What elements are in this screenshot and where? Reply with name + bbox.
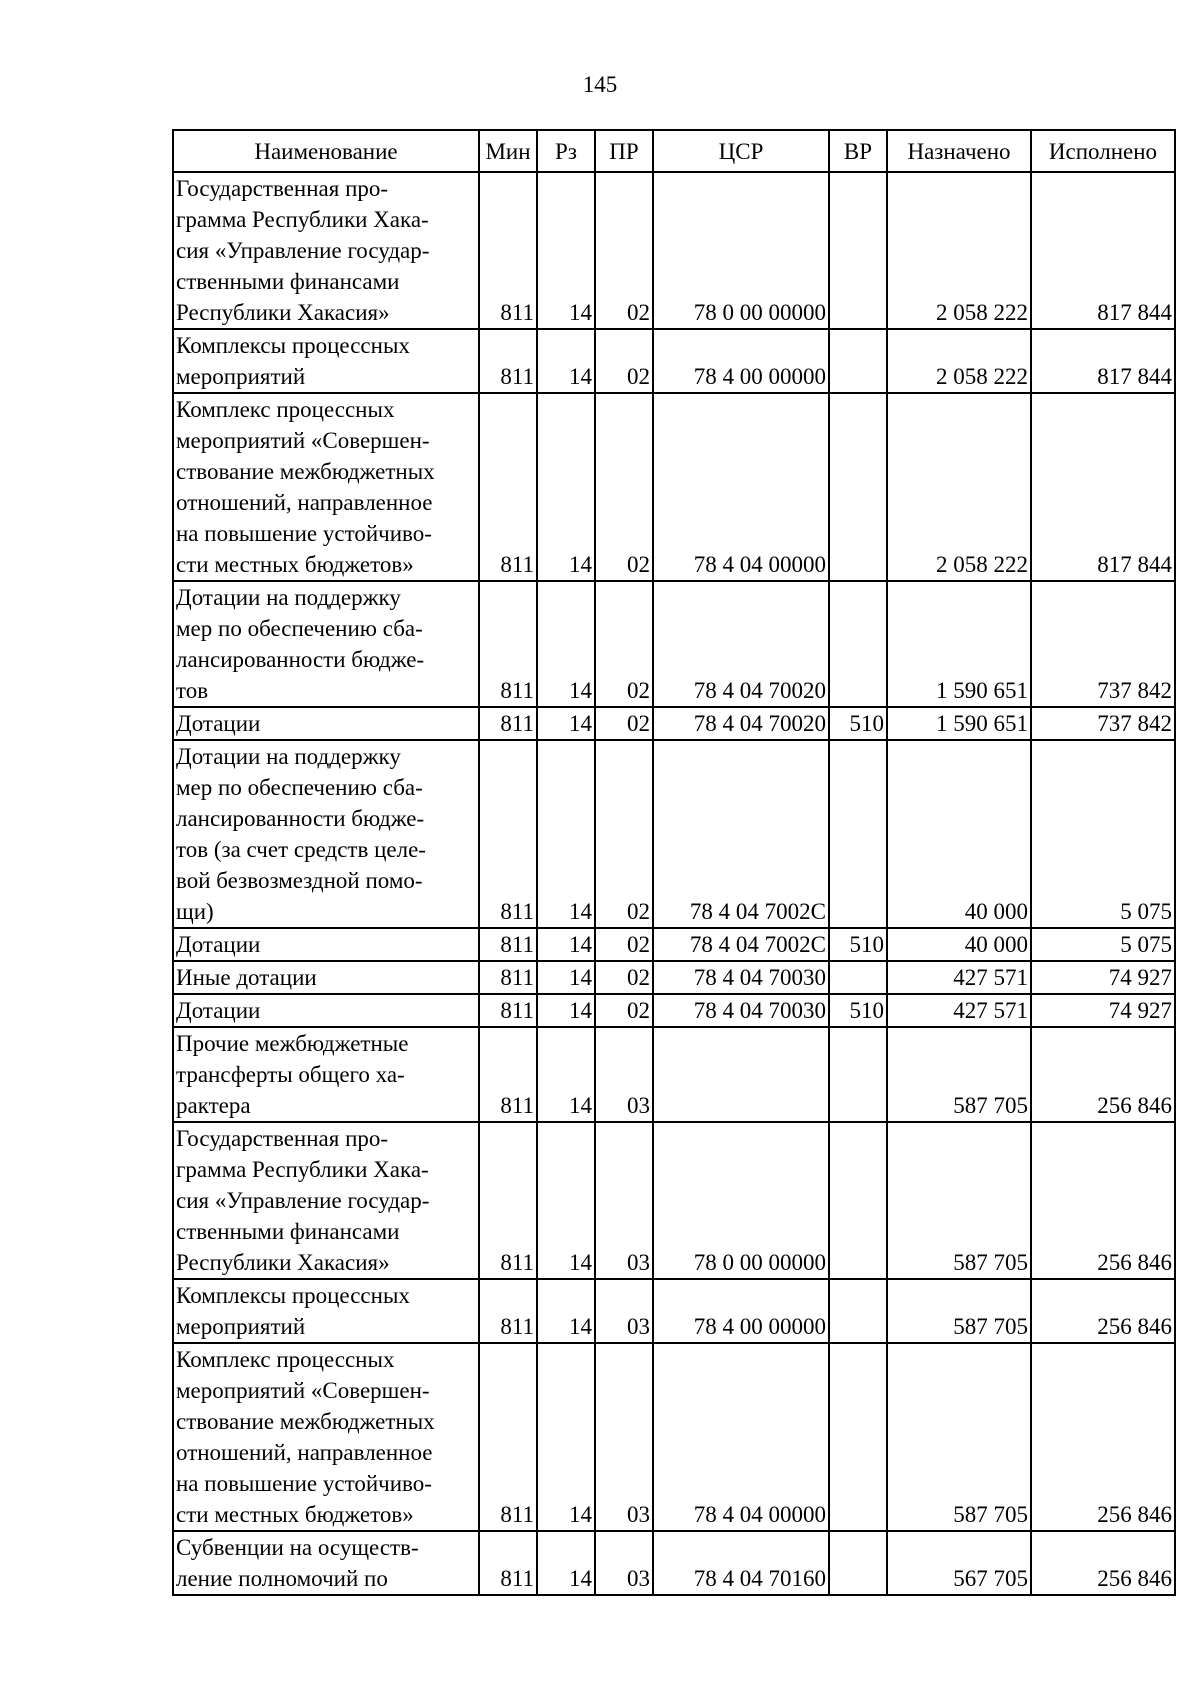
- table-row: [173, 1279, 1175, 1343]
- row-vr: 510: [829, 928, 887, 961]
- header-executed: Исполнено: [1031, 130, 1175, 172]
- row-pr: 03: [595, 1122, 653, 1279]
- row-vr: [829, 1531, 887, 1595]
- row-name: Дотации: [173, 707, 479, 740]
- row-assigned: 587 705: [887, 1122, 1031, 1279]
- table-row: [173, 740, 1175, 928]
- row-pr: 02: [595, 740, 653, 928]
- row-executed: 74 927: [1031, 961, 1175, 994]
- row-min: 811: [479, 740, 537, 928]
- row-pr: 02: [595, 581, 653, 707]
- table-header-row: [173, 130, 1175, 172]
- row-rz: 14: [537, 928, 595, 961]
- row-rz: 14: [537, 172, 595, 329]
- row-rz: 14: [537, 393, 595, 581]
- header-min: Мин: [479, 130, 537, 172]
- row-pr: 03: [595, 1531, 653, 1595]
- row-executed: 817 844: [1031, 172, 1175, 329]
- row-min: 811: [479, 994, 537, 1027]
- row-min: 811: [479, 928, 537, 961]
- row-csr: [653, 1027, 829, 1122]
- row-pr: 03: [595, 1343, 653, 1531]
- table-row: [173, 329, 1175, 393]
- row-pr: 02: [595, 928, 653, 961]
- row-csr: 78 0 00 00000: [653, 172, 829, 329]
- row-csr: 78 4 04 70020: [653, 707, 829, 740]
- row-rz: 14: [537, 1531, 595, 1595]
- page-number: 145: [582, 72, 618, 97]
- row-name: Государственная про- грамма Республики Хака- сия «Управление государ- ственными финансами Республики Хакасия»: [173, 1122, 479, 1279]
- row-vr: [829, 1122, 887, 1279]
- row-executed: 256 846: [1031, 1343, 1175, 1531]
- row-min: 811: [479, 172, 537, 329]
- row-executed: 5 075: [1031, 928, 1175, 961]
- table-row: [173, 1531, 1175, 1595]
- row-csr: 78 4 00 00000: [653, 329, 829, 393]
- row-csr: 78 4 04 7002C: [653, 740, 829, 928]
- row-csr: 78 4 04 00000: [653, 1343, 829, 1531]
- row-pr: 02: [595, 172, 653, 329]
- row-min: 811: [479, 1279, 537, 1343]
- table-body: [173, 172, 1175, 1595]
- row-pr: 02: [595, 994, 653, 1027]
- row-csr: 78 0 00 00000: [653, 1122, 829, 1279]
- row-min: 811: [479, 961, 537, 994]
- row-vr: [829, 172, 887, 329]
- row-name: Комплексы процессных мероприятий: [173, 329, 479, 393]
- row-vr: [829, 393, 887, 581]
- header-pr: ПР: [595, 130, 653, 172]
- row-csr: 78 4 04 00000: [653, 393, 829, 581]
- row-executed: 737 842: [1031, 581, 1175, 707]
- row-min: 811: [479, 1027, 537, 1122]
- row-vr: [829, 1027, 887, 1122]
- row-rz: 14: [537, 581, 595, 707]
- row-vr: [829, 740, 887, 928]
- row-executed: 256 846: [1031, 1122, 1175, 1279]
- row-csr: 78 4 04 70030: [653, 961, 829, 994]
- row-pr: 02: [595, 393, 653, 581]
- row-assigned: 567 705: [887, 1531, 1031, 1595]
- row-rz: 14: [537, 1027, 595, 1122]
- row-name: Прочие межбюджетные трансферты общего ха- рактера: [173, 1027, 479, 1122]
- row-vr: [829, 1343, 887, 1531]
- row-rz: 14: [537, 1122, 595, 1279]
- row-executed: 256 846: [1031, 1027, 1175, 1122]
- row-name: Комплекс процессных мероприятий «Совершен- ствование межбюджетных отношений, направленное на повышение устойчиво- сти местных бюджетов»: [173, 1343, 479, 1531]
- row-assigned: 2 058 222: [887, 393, 1031, 581]
- header-rz: Рз: [537, 130, 595, 172]
- row-name: Иные дотации: [173, 961, 479, 994]
- table-row: [173, 1027, 1175, 1122]
- row-name: Комплекс процессных мероприятий «Совершен- ствование межбюджетных отношений, направленное на повышение устойчиво- сти местных бюджетов»: [173, 393, 479, 581]
- row-assigned: 1 590 651: [887, 581, 1031, 707]
- row-assigned: 40 000: [887, 740, 1031, 928]
- row-rz: 14: [537, 329, 595, 393]
- budget-table: [172, 129, 1176, 1596]
- row-name: Дотации на поддержку мер по обеспечению сба- лансированности бюдже- тов: [173, 581, 479, 707]
- row-min: 811: [479, 1122, 537, 1279]
- row-assigned: 1 590 651: [887, 707, 1031, 740]
- header-vr: ВР: [829, 130, 887, 172]
- table-row: [173, 1343, 1175, 1531]
- row-rz: 14: [537, 961, 595, 994]
- row-assigned: 427 571: [887, 994, 1031, 1027]
- row-csr: 78 4 04 7002C: [653, 928, 829, 961]
- row-csr: 78 4 04 70030: [653, 994, 829, 1027]
- table-row: [173, 928, 1175, 961]
- row-rz: 14: [537, 707, 595, 740]
- row-name: Дотации на поддержку мер по обеспечению сба- лансированности бюдже- тов (за счет средств целе- вой безвозмездной помо- щи): [173, 740, 479, 928]
- row-pr: 02: [595, 707, 653, 740]
- table-row: [173, 581, 1175, 707]
- table-row: [173, 1122, 1175, 1279]
- row-vr: [829, 1279, 887, 1343]
- row-pr: 03: [595, 1279, 653, 1343]
- row-vr: 510: [829, 707, 887, 740]
- row-executed: 737 842: [1031, 707, 1175, 740]
- row-pr: 02: [595, 961, 653, 994]
- row-pr: 02: [595, 329, 653, 393]
- row-executed: 256 846: [1031, 1531, 1175, 1595]
- row-assigned: 427 571: [887, 961, 1031, 994]
- row-vr: [829, 581, 887, 707]
- table-row: [173, 994, 1175, 1027]
- header-name: Наименование: [173, 130, 479, 172]
- row-executed: 74 927: [1031, 994, 1175, 1027]
- row-rz: 14: [537, 994, 595, 1027]
- row-assigned: 2 058 222: [887, 172, 1031, 329]
- row-executed: 5 075: [1031, 740, 1175, 928]
- row-vr: 510: [829, 994, 887, 1027]
- table-row: [173, 961, 1175, 994]
- row-min: 811: [479, 581, 537, 707]
- row-name: Государственная про- грамма Республики Хака- сия «Управление государ- ственными финансами Республики Хакасия»: [173, 172, 479, 329]
- row-min: 811: [479, 393, 537, 581]
- row-min: 811: [479, 329, 537, 393]
- row-csr: 78 4 04 70160: [653, 1531, 829, 1595]
- row-assigned: 587 705: [887, 1279, 1031, 1343]
- row-csr: 78 4 04 70020: [653, 581, 829, 707]
- row-name: Субвенции на осуществ- ление полномочий по: [173, 1531, 479, 1595]
- table-row: [173, 707, 1175, 740]
- row-executed: 817 844: [1031, 329, 1175, 393]
- row-name: Комплексы процессных мероприятий: [173, 1279, 479, 1343]
- row-name: Дотации: [173, 928, 479, 961]
- table-row: [173, 172, 1175, 329]
- row-assigned: 587 705: [887, 1027, 1031, 1122]
- table-row: [173, 393, 1175, 581]
- row-csr: 78 4 00 00000: [653, 1279, 829, 1343]
- row-vr: [829, 961, 887, 994]
- row-pr: 03: [595, 1027, 653, 1122]
- row-vr: [829, 329, 887, 393]
- row-executed: 256 846: [1031, 1279, 1175, 1343]
- row-min: 811: [479, 707, 537, 740]
- row-executed: 817 844: [1031, 393, 1175, 581]
- row-min: 811: [479, 1531, 537, 1595]
- row-rz: 14: [537, 740, 595, 928]
- row-assigned: 587 705: [887, 1343, 1031, 1531]
- header-csr: ЦСР: [653, 130, 829, 172]
- row-min: 811: [479, 1343, 537, 1531]
- row-assigned: 40 000: [887, 928, 1031, 961]
- row-rz: 14: [537, 1279, 595, 1343]
- row-rz: 14: [537, 1343, 595, 1531]
- row-name: Дотации: [173, 994, 479, 1027]
- row-assigned: 2 058 222: [887, 329, 1031, 393]
- header-assigned: Назначено: [887, 130, 1031, 172]
